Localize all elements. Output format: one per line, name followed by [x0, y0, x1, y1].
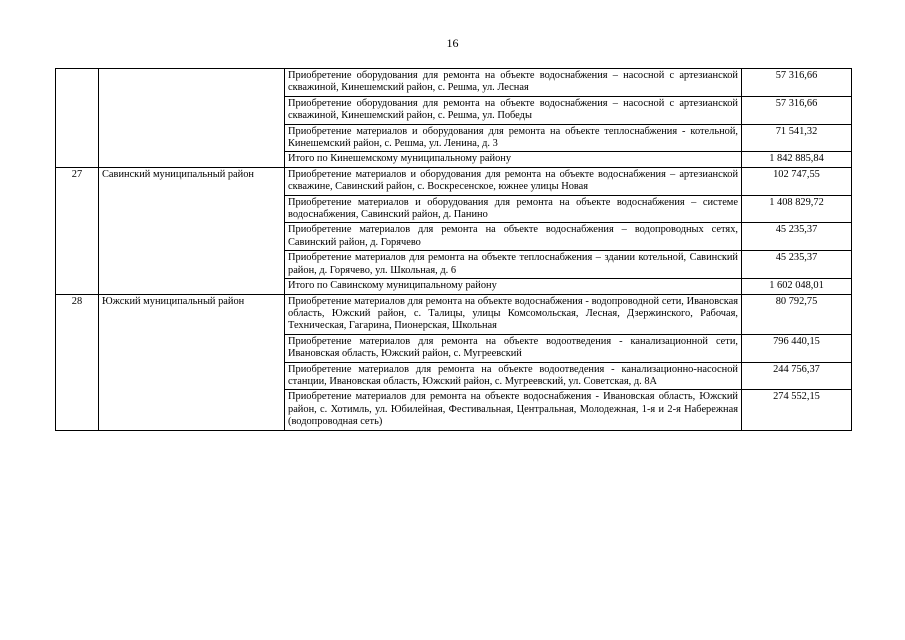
number-cell — [56, 69, 99, 168]
total-amount-cell: 1 602 048,01 — [742, 279, 852, 294]
amount-cell: 45 235,37 — [742, 223, 852, 251]
district-name: Южский муниципальный район — [99, 294, 285, 430]
description-cell: Приобретение материалов для ремонта на объекте водоотведения - канализационно-насосной станции, Ивановская область, Южский район, с. Мугреевский, ул. Советская, д. 8А — [285, 362, 742, 390]
table-row — [56, 167, 852, 195]
description-cell: Приобретение материалов и оборудования для ремонта на объекте водоснабжения – системе водоснабжения, Савинский район, д. Панино — [285, 195, 742, 223]
description-cell: Приобретение оборудования для ремонта на объекте водоснабжения – насосной с артезианской скважиной, Кинешемский район, с. Решма, ул. Лесная — [285, 69, 742, 97]
district-name: Савинский муниципальный район — [99, 167, 285, 294]
amount-cell: 80 792,75 — [742, 294, 852, 334]
description-cell: Приобретение оборудования для ремонта на объекте водоснабжения – насосной с артезианской скважиной, Кинешемский район, с. Решма, ул. Победы — [285, 96, 742, 124]
amount-cell: 796 440,15 — [742, 334, 852, 362]
table-row — [56, 69, 852, 97]
section-number: 27 — [56, 167, 99, 294]
description-cell: Приобретение материалов для ремонта на объекте водоснабжения – водопроводных сетях, Савинский район, д. Горячево — [285, 223, 742, 251]
page-number: 16 — [446, 36, 459, 50]
total-amount-cell: 1 842 885,84 — [742, 152, 852, 167]
table-row — [56, 294, 852, 334]
amount-cell: 71 541,32 — [742, 124, 852, 152]
description-cell: Приобретение материалов для ремонта на объекте водоснабжения - водопроводной сети, Ивановская область, Южский район, с. Талицы, улицы Комсомольская, Лесная, Дзержинского, Рабочая, Техническая, Гагарина, Пионерская, Школьная — [285, 294, 742, 334]
description-cell: Приобретение материалов для ремонта на объекте водоснабжения - Ивановская область, Южский район, с. Хотимль, ул. Юбилейная, Фестивальная, Центральная, Молодежная, 1-я и 2-я Набережная (водопроводная сеть) — [285, 390, 742, 430]
section-number: 28 — [56, 294, 99, 430]
amount-cell: 274 552,15 — [742, 390, 852, 430]
funding-table — [55, 68, 852, 431]
amount-cell: 102 747,55 — [742, 167, 852, 195]
amount-cell: 57 316,66 — [742, 69, 852, 97]
description-cell: Приобретение материалов и оборудования для ремонта на объекте теплоснабжения - котельной, Кинешемский район, с. Решма, ул. Ленина, д. 3 — [285, 124, 742, 152]
description-cell: Приобретение материалов и оборудования для ремонта на объекте водоснабжения – артезианской скважине, Савинский район, с. Воскресенское, южнее улицы Новая — [285, 167, 742, 195]
total-description-cell: Итого по Савинскому муниципальному району — [285, 279, 742, 294]
amount-cell: 57 316,66 — [742, 96, 852, 124]
total-description-cell: Итого по Кинешемскому муниципальному району — [285, 152, 742, 167]
district-cell — [99, 69, 285, 168]
description-cell: Приобретение материалов для ремонта на объекте водоотведения - канализационной сети, Ивановская область, Южский район, с. Мугреевский — [285, 334, 742, 362]
description-cell: Приобретение материалов для ремонта на объекте теплоснабжения – здании котельной, Савинский район, д. Горячево, ул. Школьная, д. 6 — [285, 251, 742, 279]
amount-cell: 1 408 829,72 — [742, 195, 852, 223]
amount-cell: 45 235,37 — [742, 251, 852, 279]
amount-cell: 244 756,37 — [742, 362, 852, 390]
